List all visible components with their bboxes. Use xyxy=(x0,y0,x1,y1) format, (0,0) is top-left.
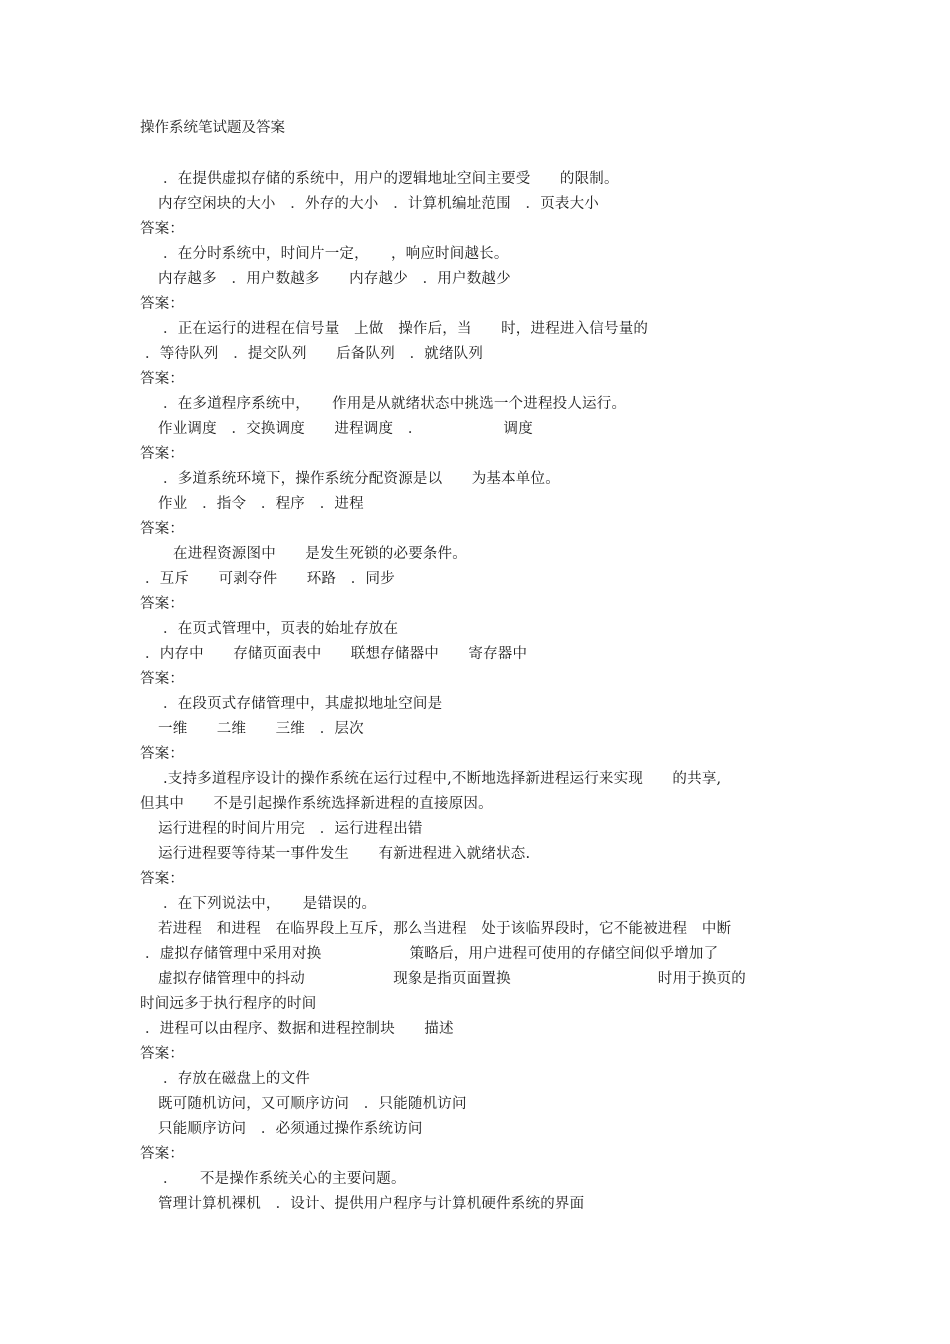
question-10-option-b: ．虚拟存储管理中采用对换 策略后，用户进程可使用的存储空间似乎增加了 xyxy=(145,946,719,962)
question-4-options: 作业调度 ．交换调度 进程调度 ． 调度 xyxy=(158,421,533,437)
question-12-stem: ． 不是操作系统关心的主要问题。 xyxy=(163,1171,406,1187)
question-8-options: 一维 二维 三维 ．层次 xyxy=(158,721,364,737)
question-1-stem: ．在提供虚拟存储的系统中，用户的逻辑地址空间主要受 的限制。 xyxy=(163,171,619,187)
question-9-stem: .支持多道程序设计的操作系统在运行过程中,不断地选择新进程运行来实现 的共享, xyxy=(163,771,722,787)
question-9-options-1: 运行进程的时间片用完 ．运行进程出错 xyxy=(158,821,423,837)
question-10-option-c-continued: 时间远多于执行程序的时间 xyxy=(140,996,317,1012)
question-2-stem: ．在分时系统中，时间片一定， ，响应时间越长。 xyxy=(163,246,509,262)
question-4-answer: 答案： xyxy=(140,446,185,462)
question-11-answer: 答案： xyxy=(140,1146,185,1162)
question-12-options: 管理计算机裸机 ．设计、提供用户程序与计算机硬件系统的界面 xyxy=(158,1196,585,1212)
question-3-options: ．等待队列 ．提交队列 后备队列 ．就绪队列 xyxy=(145,346,484,362)
question-7-answer: 答案： xyxy=(140,671,185,687)
question-11-options-2: 只能顺序访问 ．必须通过操作系统访问 xyxy=(158,1121,423,1137)
question-8-stem: ．在段页式存储管理中，其虚拟地址空间是 xyxy=(163,696,443,712)
question-5-answer: 答案： xyxy=(140,521,185,537)
question-6-options: ．互斥 可剥夺件 环路 ．同步 xyxy=(145,571,395,587)
question-11-options-1: 既可随机访问，又可顺序访问 ．只能随机访问 xyxy=(158,1096,467,1112)
page-title: 操作系统笔试题及答案 xyxy=(140,120,285,136)
question-10-option-a: 若进程 和进程 在临界段上互斥，那么当进程 处于该临界段时，它不能被进程 中断 xyxy=(158,921,732,937)
question-8-answer: 答案： xyxy=(140,746,185,762)
question-3-answer: 答案： xyxy=(140,371,185,387)
question-10-answer: 答案： xyxy=(140,1046,185,1062)
question-9-stem-continued: 但其中 不是引起操作系统选择新进程的直接原因。 xyxy=(140,796,493,812)
question-2-options: 内存越多 ．用户数越多 内存越少 ．用户数越少 xyxy=(158,271,511,287)
question-5-stem: ．多道系统环境下，操作系统分配资源是以 为基本单位。 xyxy=(163,471,560,487)
question-11-stem: ．存放在磁盘上的文件 xyxy=(163,1071,310,1087)
question-2-answer: 答案： xyxy=(140,296,185,312)
question-10-option-d: ．进程可以由程序、数据和进程控制块 描述 xyxy=(145,1021,454,1037)
question-5-options: 作业 ．指令 ．程序 ．进程 xyxy=(158,496,364,512)
question-3-stem: ．正在运行的进程在信号量 上做 操作后，当 时，进程进入信号量的 xyxy=(163,321,649,337)
question-1-answer: 答案： xyxy=(140,221,185,237)
question-9-answer: 答案： xyxy=(140,871,185,887)
question-7-options: ．内存中 存储页面表中 联想存储器中 寄存器中 xyxy=(145,646,528,662)
question-7-stem: ．在页式管理中，页表的始址存放在 xyxy=(163,621,399,637)
question-10-stem: ．在下列说法中， 是错误的。 xyxy=(163,896,377,912)
question-1-options: 内存空闲块的大小 ．外存的大小 ．计算机编址范围 ．页表大小 xyxy=(158,196,599,212)
question-10-option-c: 虚拟存储管理中的抖动 现象是指页面置换 时用于换页的 xyxy=(158,971,746,987)
question-4-stem: ．在多道程序系统中， 作用是从就绪状态中挑选一个进程投人运行。 xyxy=(163,396,627,412)
question-6-stem: 在进程资源图中 是发生死锁的必要条件。 xyxy=(173,546,467,562)
question-9-options-2: 运行进程要等待某一事件发生 有新进程进入就绪状态. xyxy=(158,846,531,862)
question-6-answer: 答案： xyxy=(140,596,185,612)
